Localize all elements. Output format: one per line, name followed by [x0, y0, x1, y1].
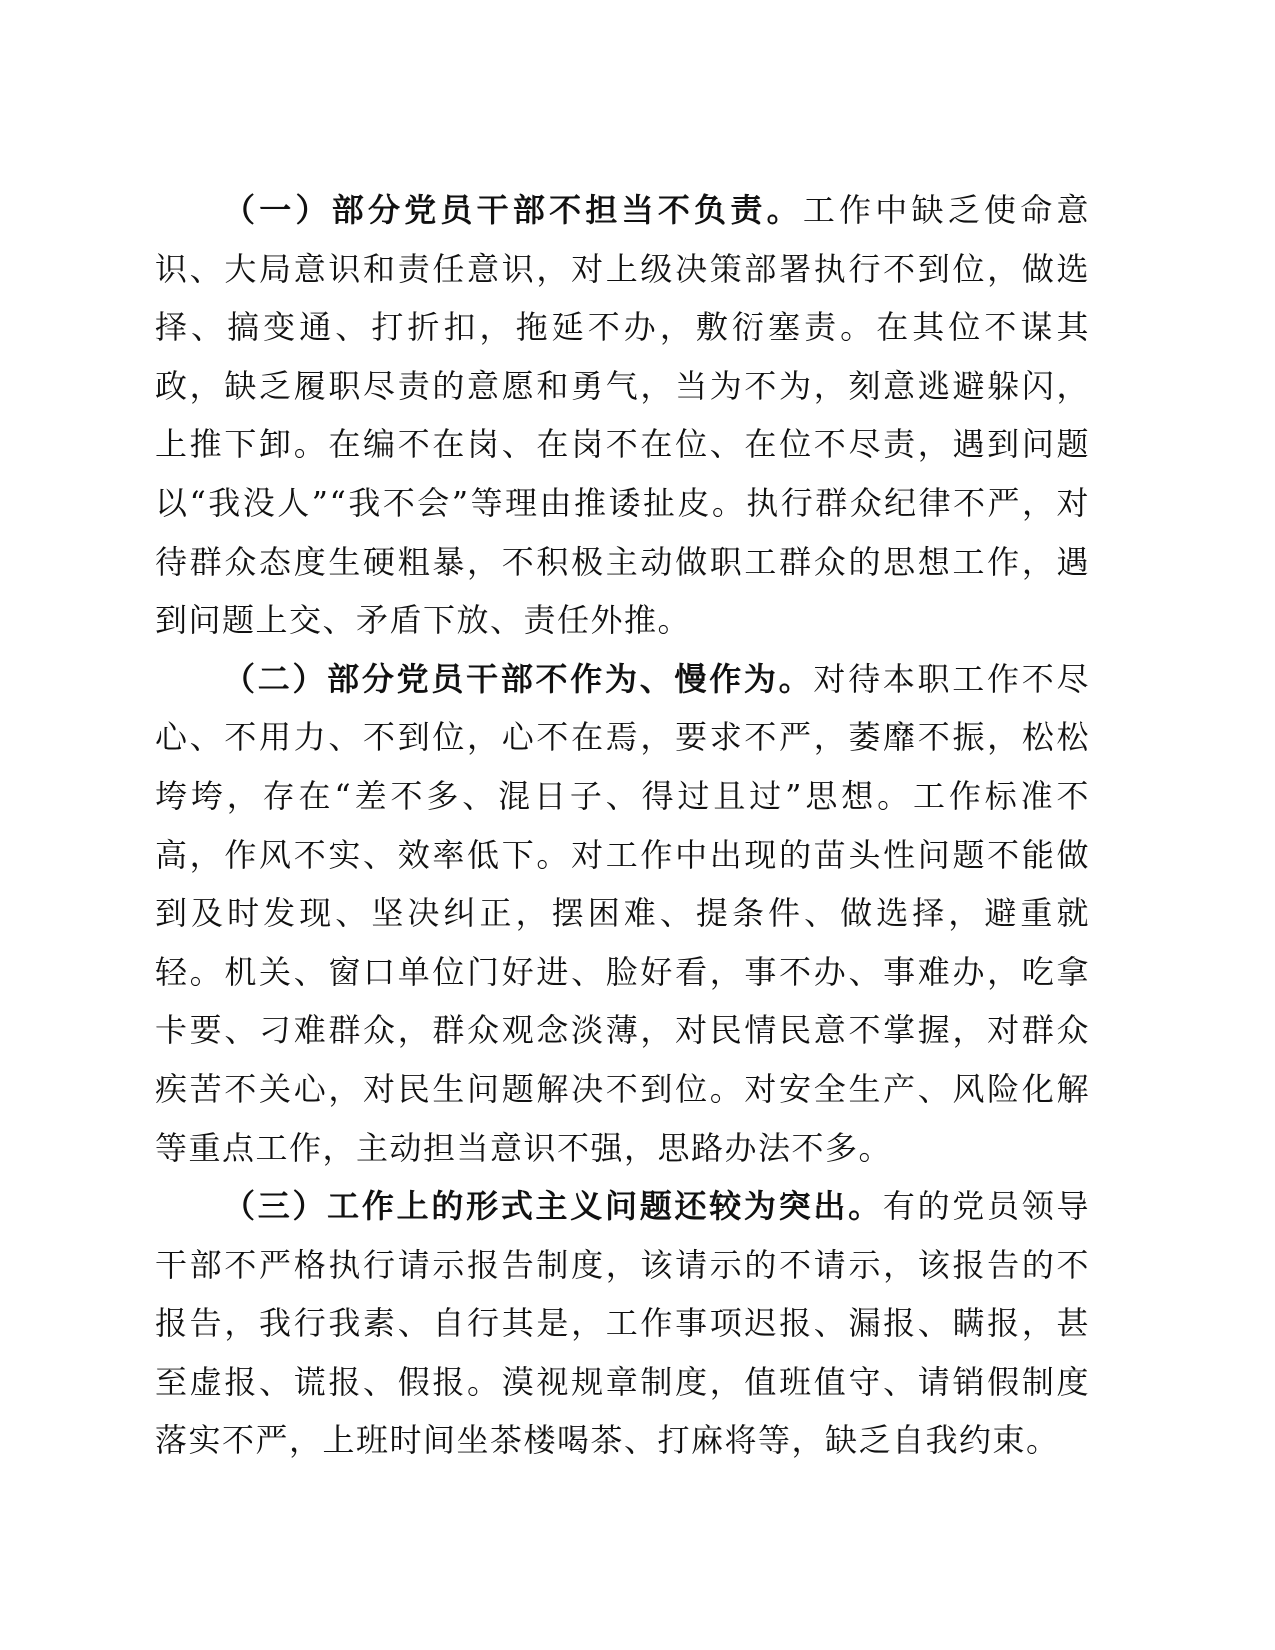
paragraph-1-text: 工作中缺乏使命意识、大局意识和责任意识，对上级决策部署执行不到位，做选择、搞变通、打折扣，拖延不办，敷衍塞责。在其位不谋其政，缺乏履职尽责的意愿和勇气，当为不为，刻意逃避躲闪，上推下卸。在编不在岗、在岗不在位、在位不尽责，遇到问题以“我没人”“我不会”等理由推诿扯皮。执行群众纪律不严，对待群众态度生硬粗暴，不积极主动做职工群众的思想工作，遇到问题上交、矛盾下放、责任外推。	[155, 191, 1090, 640]
document-body	[155, 181, 1090, 1470]
paragraph-1	[155, 181, 1090, 650]
paragraph-3-heading: （三）工作上的形式主义问题还较为突出。	[223, 1187, 883, 1226]
paragraph-2-text: 对待本职工作不尽心、不用力、不到位，心不在焉，要求不严，萎靡不振，松松垮垮，存在“差不多、混日子、得过且过”思想。工作标准不高，作风不实、效率低下。对工作中出现的苗头性问题不能做到及时发现、坚决纠正，摆困难、提条件、做选择，避重就轻。机关、窗口单位门好进、脸好看，事不办、事难办，吃拿卡要、刁难群众，群众观念淡薄，对民情民意不掌握，对群众疾苦不关心，对民生问题解决不到位。对安全生产、风险化解等重点工作，主动担当意识不强，思路办法不多。	[155, 659, 1090, 1167]
paragraph-3-text: 有的党员领导干部不严格执行请示报告制度，该请示的不请示，该报告的不报告，我行我素、自行其是，工作事项迟报、漏报、瞒报，甚至虚报、谎报、假报。漠视规章制度，值班值守、请销假制度落实不严，上班时间坐茶楼喝茶、打麻将等，缺乏自我约束。	[155, 1187, 1090, 1460]
paragraph-2	[155, 650, 1090, 1177]
paragraph-1-heading: （一）部分党员干部不担当不负责。	[223, 191, 803, 229]
paragraph-2-heading: （二）部分党员干部不作为、慢作为。	[223, 659, 814, 698]
paragraph-3	[155, 1177, 1090, 1470]
